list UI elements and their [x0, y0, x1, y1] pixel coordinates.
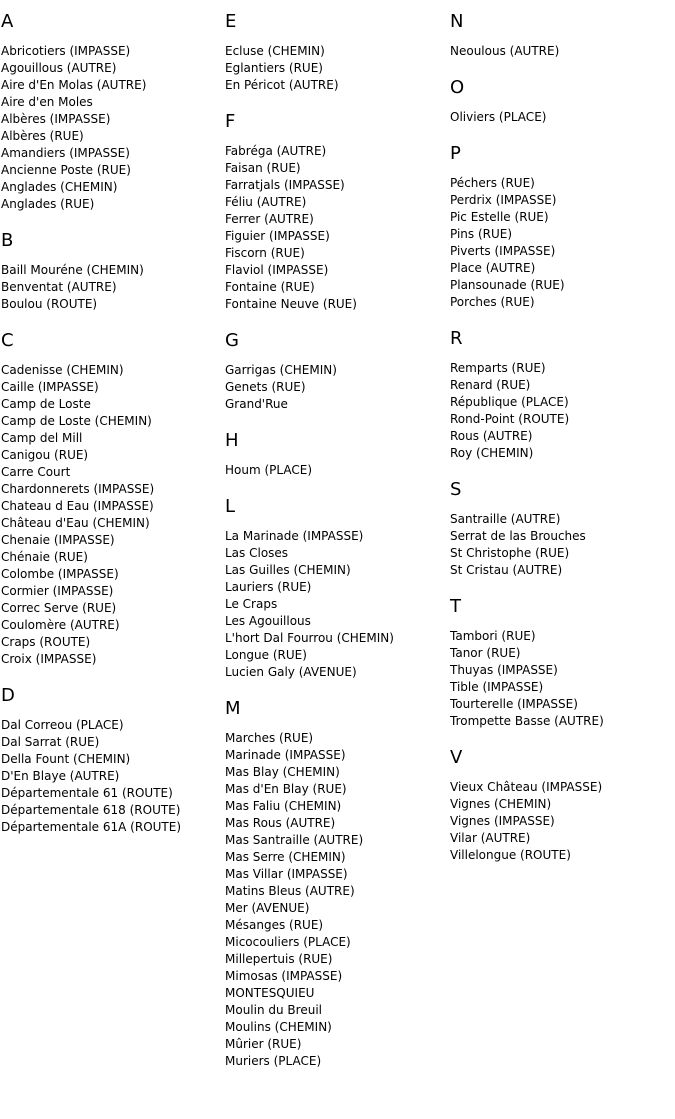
street-entry[interactable]: Agouillous (AUTRE): [1, 61, 117, 75]
street-entry[interactable]: Boulou (ROUTE): [1, 297, 98, 311]
street-entry[interactable]: Tourterelle (IMPASSE): [450, 697, 578, 711]
section-letter-heading: A: [1, 11, 14, 32]
street-entry[interactable]: Micocouliers (PLACE): [225, 935, 351, 949]
street-entry[interactable]: Ferrer (AUTRE): [225, 212, 314, 226]
letter-section: [225, 698, 450, 1070]
letter-section: [450, 479, 675, 579]
street-entry[interactable]: Mas Rous (AUTRE): [225, 816, 336, 830]
street-entry[interactable]: Garrigas (CHEMIN): [225, 363, 337, 377]
street-entry[interactable]: Carre Court: [1, 465, 71, 479]
section-letter-heading: R: [450, 328, 463, 349]
section-letter-heading: L: [225, 496, 236, 517]
street-entry[interactable]: Mas Serre (CHEMIN): [225, 850, 346, 864]
street-entry[interactable]: Canigou (RUE): [1, 448, 89, 462]
street-entry[interactable]: Chardonnerets (IMPASSE): [1, 482, 155, 496]
letter-section: [1, 685, 226, 836]
letter-section: [450, 11, 675, 60]
street-entry[interactable]: Aire d'en Moles: [1, 95, 93, 109]
street-entry[interactable]: Camp de Loste: [1, 397, 91, 411]
letter-section: [225, 430, 450, 479]
street-entry[interactable]: Houm (PLACE): [225, 463, 312, 477]
street-entry[interactable]: Coulomère (AUTRE): [1, 618, 120, 632]
section-letter-heading: O: [450, 77, 465, 98]
street-entry[interactable]: Départementale 61A (ROUTE): [1, 820, 182, 834]
street-entry[interactable]: Albères (RUE): [1, 129, 84, 143]
section-letter-heading: E: [225, 11, 237, 32]
street-entry[interactable]: Las Guilles (CHEMIN): [225, 563, 351, 577]
street-entry[interactable]: Marinade (IMPASSE): [225, 748, 346, 762]
street-entry[interactable]: Féliu (AUTRE): [225, 195, 307, 209]
street-entry[interactable]: Moulin du Breuil: [225, 1003, 322, 1017]
street-entry[interactable]: Oliviers (PLACE): [450, 110, 547, 124]
street-entry[interactable]: Remparts (RUE): [450, 361, 546, 375]
street-entry[interactable]: Flaviol (IMPASSE): [225, 263, 329, 277]
street-entry[interactable]: Dal Correou (PLACE): [1, 718, 124, 732]
street-entry[interactable]: Pins (RUE): [450, 227, 513, 241]
street-entry[interactable]: Mas Faliu (CHEMIN): [225, 799, 342, 813]
letter-section: [225, 496, 450, 681]
street-entry[interactable]: Vilar (AUTRE): [450, 831, 531, 845]
section-letter-heading: P: [450, 143, 461, 164]
street-entry[interactable]: Lucien Galy (AVENUE): [225, 665, 357, 679]
street-entry[interactable]: Albères (IMPASSE): [1, 112, 111, 126]
street-entry[interactable]: Aire d'En Molas (AUTRE): [1, 78, 147, 92]
street-entry[interactable]: Départementale 618 (ROUTE): [1, 803, 181, 817]
street-entry[interactable]: Colombe (IMPASSE): [1, 567, 119, 581]
street-entry[interactable]: Lauriers (RUE): [225, 580, 312, 594]
street-entry[interactable]: Caille (IMPASSE): [1, 380, 99, 394]
street-entry[interactable]: Moulins (CHEMIN): [225, 1020, 332, 1034]
letter-section: [450, 77, 675, 126]
street-entry[interactable]: Serrat de las Brouches: [450, 529, 586, 543]
street-entry[interactable]: Thuyas (IMPASSE): [450, 663, 558, 677]
street-entry[interactable]: L'hort Dal Fourrou (CHEMIN): [225, 631, 394, 645]
street-entry[interactable]: Chénaie (RUE): [1, 550, 88, 564]
street-entry[interactable]: République (PLACE): [450, 395, 569, 409]
street-entry[interactable]: Villelongue (ROUTE): [450, 848, 571, 862]
street-entry[interactable]: Amandiers (IMPASSE): [1, 146, 130, 160]
letter-section: [1, 330, 226, 668]
street-entry[interactable]: Vignes (CHEMIN): [450, 797, 552, 811]
street-entry[interactable]: Mas d'En Blay (RUE): [225, 782, 347, 796]
street-entry[interactable]: Camp del Mill: [1, 431, 83, 445]
street-entry[interactable]: Mer (AVENUE): [225, 901, 310, 915]
street-entry[interactable]: Grand'Rue: [225, 397, 288, 411]
street-entry[interactable]: Las Closes: [225, 546, 289, 560]
street-entry[interactable]: Fabréga (AUTRE): [225, 144, 327, 158]
street-entry[interactable]: Place (AUTRE): [450, 261, 536, 275]
street-entry[interactable]: Mas Blay (CHEMIN): [225, 765, 340, 779]
letter-section: [225, 111, 450, 313]
index-column-3: [450, 11, 675, 881]
letter-section: [1, 11, 226, 213]
street-entry[interactable]: Fontaine (RUE): [225, 280, 315, 294]
street-entry[interactable]: Millepertuis (RUE): [225, 952, 333, 966]
street-entry[interactable]: En Péricot (AUTRE): [225, 78, 339, 92]
street-entry[interactable]: Ancienne Poste (RUE): [1, 163, 131, 177]
street-entry[interactable]: Craps (ROUTE): [1, 635, 91, 649]
street-entry[interactable]: Plansounade (RUE): [450, 278, 565, 292]
street-entry[interactable]: Neoulous (AUTRE): [450, 44, 560, 58]
street-entry[interactable]: Piverts (IMPASSE): [450, 244, 556, 258]
street-entry[interactable]: Longue (RUE): [225, 648, 307, 662]
street-entry[interactable]: Vieux Château (IMPASSE): [450, 780, 603, 794]
street-entry[interactable]: Pic Estelle (RUE): [450, 210, 549, 224]
section-letter-heading: S: [450, 479, 462, 500]
street-entry[interactable]: Croix (IMPASSE): [1, 652, 97, 666]
street-entry[interactable]: Fontaine Neuve (RUE): [225, 297, 357, 311]
street-entry[interactable]: Camp de Loste (CHEMIN): [1, 414, 152, 428]
street-entry[interactable]: Cormier (IMPASSE): [1, 584, 114, 598]
street-entry[interactable]: Trompette Basse (AUTRE): [450, 714, 604, 728]
letter-section: [450, 747, 675, 864]
street-entry[interactable]: Abricotiers (IMPASSE): [1, 44, 131, 58]
street-entry[interactable]: Eglantiers (RUE): [225, 61, 323, 75]
street-entry[interactable]: Matins Bleus (AUTRE): [225, 884, 355, 898]
street-entry[interactable]: St Christophe (RUE): [450, 546, 570, 560]
street-entry[interactable]: Tible (IMPASSE): [450, 680, 544, 694]
street-entry[interactable]: Tanor (RUE): [450, 646, 521, 660]
street-entry[interactable]: Fiscorn (RUE): [225, 246, 305, 260]
street-entry[interactable]: Dal Sarrat (RUE): [1, 735, 100, 749]
street-entry[interactable]: Départementale 61 (ROUTE): [1, 786, 173, 800]
street-entry[interactable]: Château d'Eau (CHEMIN): [1, 516, 150, 530]
street-entry[interactable]: Mimosas (IMPASSE): [225, 969, 343, 983]
index-column-1: [1, 11, 226, 853]
street-entry[interactable]: Mas Villar (IMPASSE): [225, 867, 348, 881]
street-entry[interactable]: Della Fount (CHEMIN): [1, 752, 131, 766]
street-entry[interactable]: Péchers (RUE): [450, 176, 535, 190]
street-entry[interactable]: Baill Mouréne (CHEMIN): [1, 263, 144, 277]
street-entry[interactable]: Tambori (RUE): [450, 629, 536, 643]
street-entry[interactable]: Muriers (PLACE): [225, 1054, 322, 1068]
street-entry[interactable]: Renard (RUE): [450, 378, 531, 392]
street-entry[interactable]: Anglades (RUE): [1, 197, 95, 211]
section-letter-heading: G: [225, 330, 239, 351]
street-entry[interactable]: Farratjals (IMPASSE): [225, 178, 345, 192]
street-entry[interactable]: Chateau d Eau (IMPASSE): [1, 499, 154, 513]
street-entry[interactable]: Mûrier (RUE): [225, 1037, 302, 1051]
street-entry[interactable]: D'En Blaye (AUTRE): [1, 769, 120, 783]
street-entry[interactable]: Le Craps: [225, 597, 278, 611]
letter-section: [1, 230, 226, 313]
section-letter-heading: T: [450, 596, 461, 617]
street-entry[interactable]: Figuier (IMPASSE): [225, 229, 330, 243]
letter-section: [225, 330, 450, 413]
street-entry[interactable]: Correc Serve (RUE): [1, 601, 117, 615]
street-entry[interactable]: Genets (RUE): [225, 380, 306, 394]
section-letter-heading: M: [225, 698, 241, 719]
street-entry[interactable]: Anglades (CHEMIN): [1, 180, 118, 194]
street-entry[interactable]: Mas Santraille (AUTRE): [225, 833, 364, 847]
letter-section: [450, 596, 675, 730]
street-entry[interactable]: MONTESQUIEU: [225, 986, 315, 1000]
street-entry[interactable]: Marches (RUE): [225, 731, 314, 745]
section-letter-heading: F: [225, 111, 236, 132]
street-entry[interactable]: Cadenisse (CHEMIN): [1, 363, 124, 377]
street-entry[interactable]: Porches (RUE): [450, 295, 535, 309]
street-entry[interactable]: Chenaie (IMPASSE): [1, 533, 115, 547]
letter-section: [225, 11, 450, 94]
street-entry[interactable]: Faisan (RUE): [225, 161, 301, 175]
street-entry[interactable]: Santraille (AUTRE): [450, 512, 561, 526]
street-entry[interactable]: Vignes (IMPASSE): [450, 814, 555, 828]
street-entry[interactable]: Roy (CHEMIN): [450, 446, 534, 460]
street-entry[interactable]: Les Agouillous: [225, 614, 311, 628]
street-entry[interactable]: Rous (AUTRE): [450, 429, 533, 443]
street-entry[interactable]: La Marinade (IMPASSE): [225, 529, 364, 543]
letter-section: [450, 328, 675, 462]
street-entry[interactable]: Mésanges (RUE): [225, 918, 324, 932]
street-entry[interactable]: Rond-Point (ROUTE): [450, 412, 570, 426]
street-entry[interactable]: Ecluse (CHEMIN): [225, 44, 325, 58]
street-entry[interactable]: Benventat (AUTRE): [1, 280, 117, 294]
section-letter-heading: C: [1, 330, 14, 351]
section-letter-heading: N: [450, 11, 464, 32]
section-letter-heading: D: [1, 685, 15, 706]
index-column-2: [225, 11, 450, 1087]
street-entry[interactable]: Perdrix (IMPASSE): [450, 193, 557, 207]
section-letter-heading: H: [225, 430, 239, 451]
section-letter-heading: B: [1, 230, 14, 251]
section-letter-heading: V: [450, 747, 463, 768]
street-entry[interactable]: St Cristau (AUTRE): [450, 563, 563, 577]
letter-section: [450, 143, 675, 311]
